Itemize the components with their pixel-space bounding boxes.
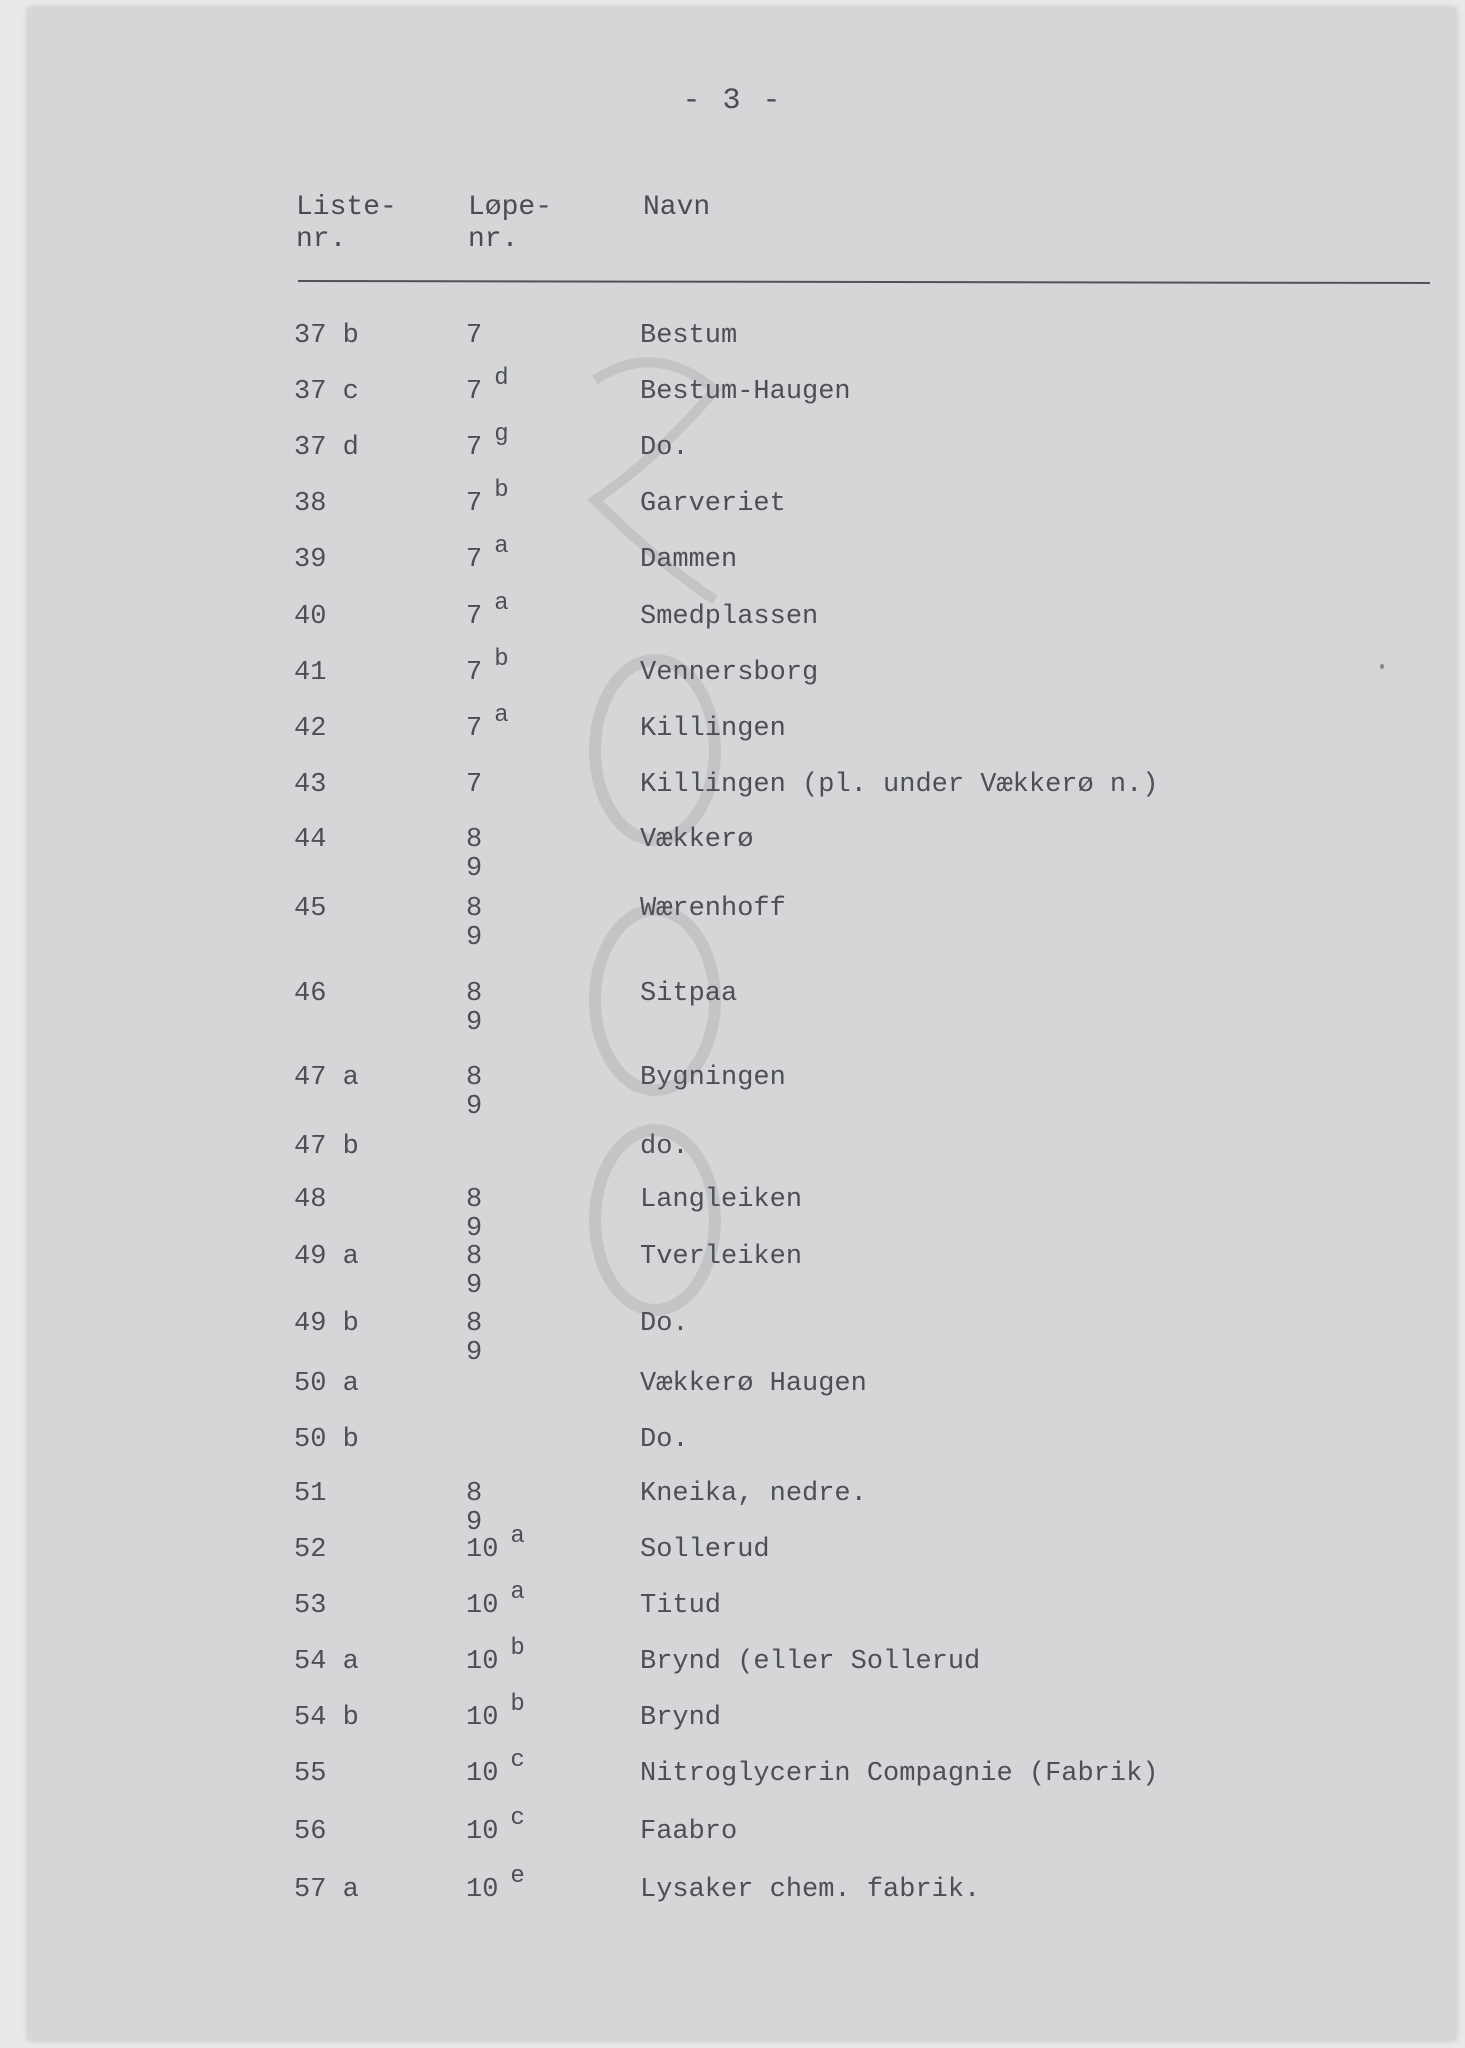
lope-nr-cell (466, 1863, 525, 1905)
liste-nr-cell: 37 c (294, 377, 359, 407)
liste-nr-cell: 46 (294, 979, 327, 1009)
lope-nr-cell (466, 771, 482, 800)
lope-nr-cell (466, 826, 482, 884)
liste-nr-cell: 52 (294, 1535, 327, 1565)
navn-cell: Vækkerø Haugen (640, 1369, 867, 1399)
lope-nr-cell (466, 1243, 482, 1301)
lope-nr-suffix: c (510, 1805, 525, 1832)
lope-nr-suffix: e (510, 1863, 525, 1890)
lope-nr-suffix: b (510, 1635, 525, 1662)
liste-nr-cell: 41 (294, 658, 327, 688)
navn-cell: Vækkerø (640, 825, 754, 855)
lope-nr-value: 9 (466, 1092, 483, 1122)
lope-nr-value: 8 (466, 825, 483, 855)
lope-nr-cell (466, 646, 509, 688)
lope-nr-cell (466, 1064, 482, 1122)
lope-nr-cell (466, 1186, 482, 1244)
liste-nr-cell: 48 (294, 1185, 327, 1215)
table-row (0, 980, 1465, 1050)
liste-nr-cell: 39 (294, 545, 327, 575)
lope-nr-cell (466, 533, 509, 575)
lope-nr-value: 8 (466, 1242, 483, 1272)
liste-nr-cell: 49 b (294, 1309, 359, 1339)
lope-nr-suffix: b (494, 646, 509, 673)
liste-nr-cell: 51 (294, 1479, 327, 1509)
lope-nr-cell (466, 895, 482, 953)
liste-nr-cell: 50 a (294, 1369, 359, 1399)
lope-nr-value: 10 a (466, 1579, 525, 1621)
header-lope-nr: Løpe- nr. (468, 192, 553, 255)
navn-cell: Do. (640, 1309, 689, 1339)
navn-cell: Vennersborg (640, 658, 819, 688)
liste-nr-cell: 57 a (294, 1875, 359, 1905)
liste-nr-cell: 53 (294, 1591, 327, 1621)
liste-nr-cell: 42 (294, 714, 327, 744)
navn-cell: Bestum-Haugen (640, 377, 851, 407)
lope-nr-value: 10 b (466, 1635, 525, 1677)
navn-cell: Faabro (640, 1817, 738, 1847)
navn-cell: Tverleiken (640, 1242, 803, 1272)
lope-nr-cell (466, 322, 482, 351)
liste-nr-cell: 37 d (294, 433, 359, 463)
navn-cell: Sollerud (640, 1535, 770, 1565)
navn-cell: Killingen (640, 714, 786, 744)
navn-cell: Lysaker chem. fabrik. (640, 1875, 981, 1905)
lope-nr-cell (466, 1635, 525, 1677)
lope-nr-value: 8 (466, 1063, 483, 1093)
lope-nr-value: 8 (466, 979, 483, 1009)
lope-nr-cell (466, 590, 509, 632)
lope-nr-value: 7 (466, 770, 483, 800)
lope-nr-suffix: a (494, 533, 509, 560)
header-liste-nr: Liste- nr. (296, 192, 397, 255)
lope-nr-value: 9 (466, 1338, 483, 1368)
lope-nr-value: 9 (466, 854, 483, 884)
lope-nr-value: 7 a (466, 702, 509, 744)
lope-nr-value: 7 b (466, 646, 509, 688)
lope-nr-value: 8 (466, 1185, 483, 1215)
lope-nr-value: 9 (466, 1214, 483, 1244)
liste-nr-cell: 55 (294, 1759, 327, 1789)
lope-nr-value: 7 g (466, 421, 509, 463)
navn-cell: Wærenhoff (640, 894, 786, 924)
table-row (0, 826, 1465, 896)
navn-cell: Dammen (640, 545, 738, 575)
lope-nr-cell (466, 702, 509, 744)
liste-nr-cell: 49 a (294, 1242, 359, 1272)
liste-nr-cell: 56 (294, 1817, 327, 1847)
lope-nr-suffix: a (494, 702, 509, 729)
lope-nr-suffix: b (510, 1691, 525, 1718)
lope-nr-suffix: a (510, 1579, 525, 1606)
page-number: - 3 - (682, 84, 783, 118)
navn-cell: Do. (640, 1425, 689, 1455)
lope-nr-value: 10 e (466, 1863, 525, 1905)
liste-nr-cell: 40 (294, 602, 327, 632)
liste-nr-cell: 43 (294, 770, 327, 800)
lope-nr-cell (466, 1480, 482, 1538)
liste-nr-cell: 37 b (294, 321, 359, 351)
lope-nr-value: 7 (466, 321, 483, 351)
navn-cell: Brynd (eller Sollerud (640, 1647, 981, 1677)
navn-cell: Kneika, nedre. (640, 1479, 867, 1509)
liste-nr-cell: 54 b (294, 1703, 359, 1733)
lope-nr-suffix: d (494, 365, 509, 392)
lope-nr-cell (466, 1805, 525, 1847)
liste-nr-cell: 44 (294, 825, 327, 855)
navn-cell: Do. (640, 433, 689, 463)
liste-nr-cell: 54 a (294, 1647, 359, 1677)
navn-cell: Garveriet (640, 489, 786, 519)
lope-nr-cell (466, 477, 509, 519)
lope-nr-value: 10 b (466, 1691, 525, 1733)
navn-cell: Langleiken (640, 1185, 803, 1215)
table-row (0, 1064, 1465, 1134)
lope-nr-cell (466, 1747, 525, 1789)
lope-nr-cell (466, 1579, 525, 1621)
navn-cell: Sitpaa (640, 979, 738, 1009)
lope-nr-cell (466, 365, 509, 407)
navn-cell: Nitroglycerin Compagnie (Fabrik) (640, 1759, 1159, 1789)
table-row (0, 1863, 1465, 1946)
liste-nr-cell: 50 b (294, 1425, 359, 1455)
liste-nr-cell: 45 (294, 894, 327, 924)
liste-nr-cell: 38 (294, 489, 327, 519)
lope-nr-value: 9 (466, 1508, 483, 1538)
lope-nr-value: 8 (466, 1479, 483, 1509)
lope-nr-value: 10 a (466, 1523, 525, 1565)
lope-nr-cell (466, 980, 482, 1038)
lope-nr-value: 8 (466, 1309, 483, 1339)
lope-nr-cell (466, 1691, 525, 1733)
navn-cell: Smedplassen (640, 602, 819, 632)
lope-nr-value: 7 a (466, 590, 509, 632)
navn-cell: Bestum (640, 321, 738, 351)
lope-nr-suffix: a (494, 590, 509, 617)
table-row (0, 1243, 1465, 1313)
lope-nr-value: 9 (466, 923, 483, 953)
lope-nr-value: 7 a (466, 533, 509, 575)
lope-nr-suffix: g (494, 421, 509, 448)
navn-cell: Bygningen (640, 1063, 786, 1093)
liste-nr-cell: 47 a (294, 1063, 359, 1093)
liste-nr-cell: 47 b (294, 1132, 359, 1162)
lope-nr-value: 9 (466, 1271, 483, 1301)
lope-nr-value: 10 c (466, 1805, 525, 1847)
lope-nr-value: 9 (466, 1008, 483, 1038)
lope-nr-suffix: b (494, 477, 509, 504)
lope-nr-value: 10 c (466, 1747, 525, 1789)
table-row (0, 895, 1465, 965)
navn-cell: Brynd (640, 1703, 722, 1733)
lope-nr-value: 8 (466, 894, 483, 924)
lope-nr-cell (466, 1310, 482, 1368)
navn-cell: Killingen (pl. under Vækkerø n.) (640, 770, 1159, 800)
navn-cell: do. (640, 1132, 689, 1162)
header-navn: Navn (643, 192, 711, 223)
lope-nr-cell (466, 1523, 525, 1565)
lope-nr-value: 7 b (466, 477, 509, 519)
navn-cell: Titud (640, 1591, 722, 1621)
lope-nr-value: 7 d (466, 365, 509, 407)
lope-nr-suffix: c (510, 1747, 525, 1774)
lope-nr-cell (466, 421, 509, 463)
lope-nr-suffix: a (510, 1523, 525, 1550)
